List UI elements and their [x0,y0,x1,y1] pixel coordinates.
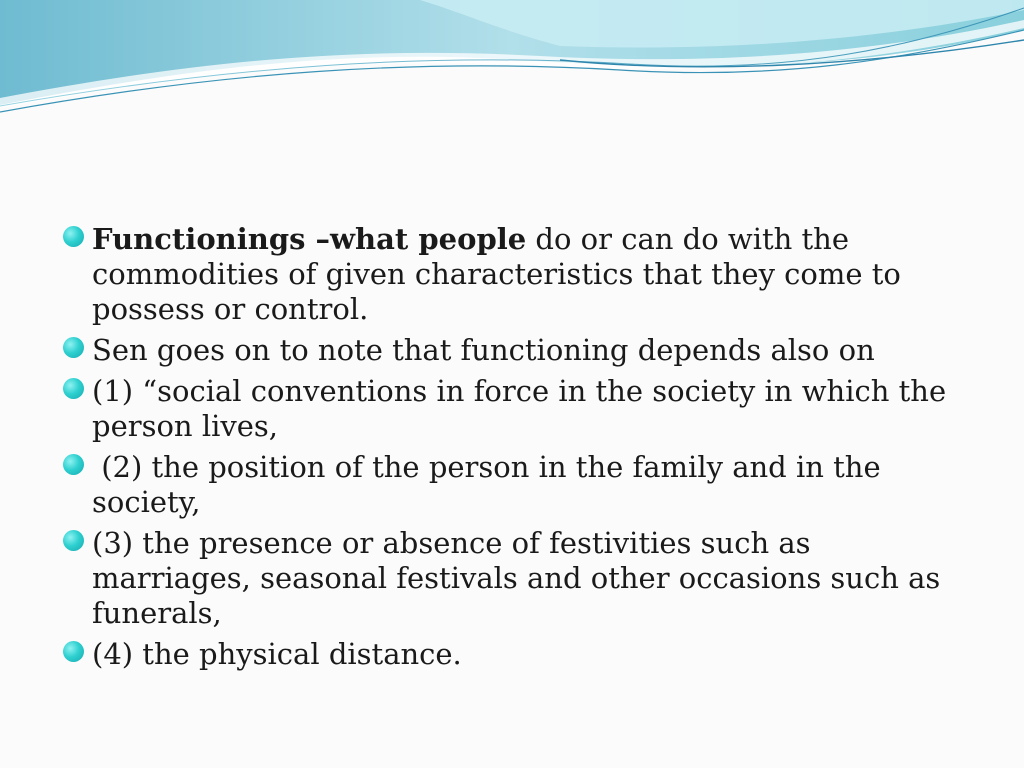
bullet-dot-icon [63,530,84,551]
bullet-item-sen [60,333,960,368]
bullet-dot-icon [63,454,84,475]
decorative-wave-header [0,0,1024,130]
bullet-text: (2) the position of the person in the family and in the society, [92,450,890,519]
bullet-item-4 [60,637,960,672]
bullet-dot-icon [63,337,84,358]
bullet-bold-text: Functionings –what people [92,222,527,256]
bullet-dot-icon [63,226,84,247]
content-area [60,222,960,678]
bullet-text: (4) the physical distance. [92,637,462,671]
bullet-list [60,222,960,672]
bullet-text: Sen goes on to note that functioning depends also on [92,333,875,367]
bullet-text: (3) the presence or absence of festivities such as marriages, seasonal festivals and other occasions such as funerals, [92,526,941,630]
bullet-dot-icon [63,641,84,662]
bullet-item-functionings [60,222,960,327]
bullet-item-3 [60,526,960,631]
bullet-item-2 [60,450,960,520]
bullet-dot-icon [63,378,84,399]
bullet-text: (1) “social conventions in force in the society in which the person lives, [92,374,947,443]
bullet-item-1 [60,374,960,444]
bullet-text: do or can do with the commodities of given characteristics that they come to possess or control. [92,222,901,326]
